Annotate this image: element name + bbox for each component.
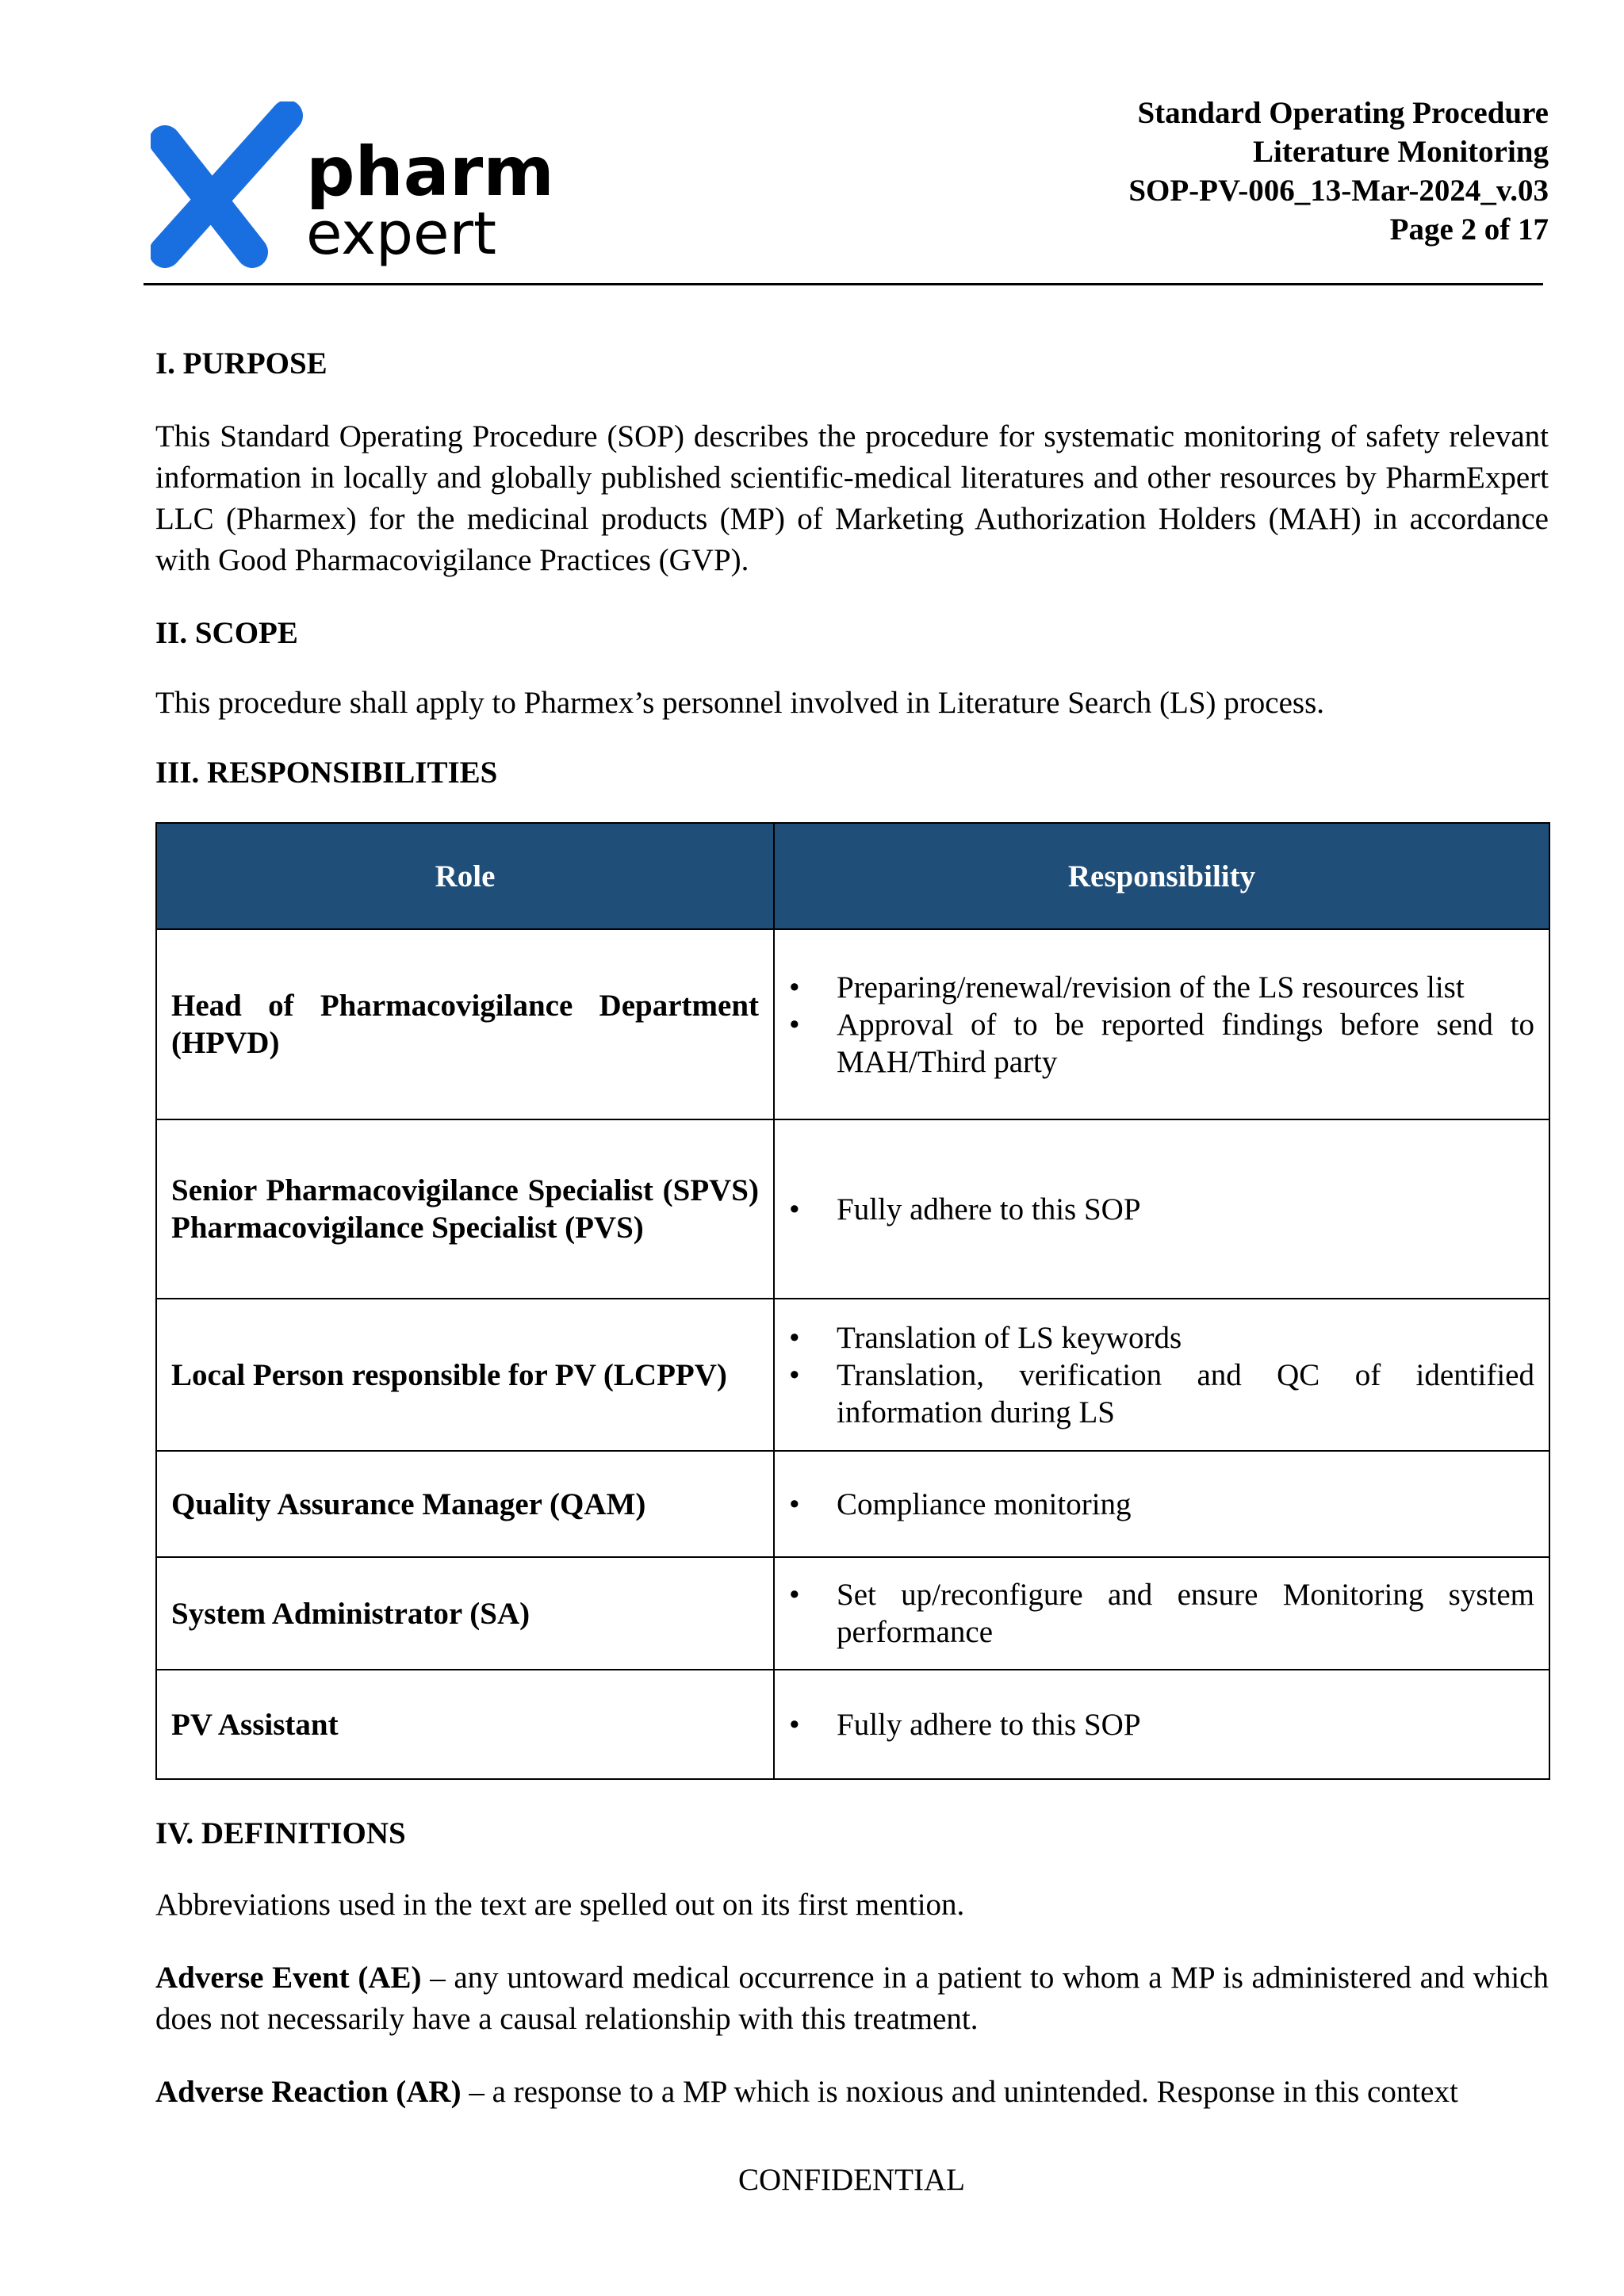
responsibility-item: • Translation of LS keywords — [789, 1319, 1534, 1357]
definition-term: Adverse Reaction (AR) — [155, 2075, 462, 2109]
role-cell: Quality Assurance Manager (QAM) — [156, 1451, 774, 1557]
confidential-footer: CONFIDENTIAL — [738, 2163, 965, 2197]
definition-term: Adverse Event (AE) — [155, 1961, 422, 1995]
header-divider — [144, 283, 1543, 285]
responsibility-cell — [774, 1670, 1549, 1779]
responsibility-item: • Translation, verification and QC of identified information during LS — [789, 1357, 1534, 1431]
definitions-heading: IV. DEFINITIONS — [155, 1816, 406, 1850]
doc-title: Literature Monitoring — [1253, 135, 1549, 169]
role-cell: Local Person responsible for PV (LCPPV) — [156, 1299, 774, 1451]
column-header-responsibility: Responsibility — [774, 823, 1549, 929]
logo-text-pharm: pharm — [306, 132, 554, 212]
table-header-row — [156, 823, 1549, 929]
responsibility-item: • Set up/reconfigure and ensure Monitoring system performance — [789, 1576, 1534, 1651]
responsibilities-heading: III. RESPONSIBILITIES — [155, 756, 498, 790]
definition-text: – any untoward medical occurrence in a patient to whom a MP is administered and which does not necessarily have a causal relationship with this treatment. — [155, 1961, 1549, 2036]
responsibility-item: • Preparing/renewal/revision of the LS resources list — [789, 969, 1534, 1006]
table-row — [156, 1451, 1549, 1557]
logo-text-expert: expert — [306, 200, 496, 268]
table-row — [156, 1119, 1549, 1299]
table-row — [156, 1299, 1549, 1451]
pharmexpert-logo — [151, 101, 563, 268]
pharmexpert-logo-mark — [151, 101, 563, 268]
definitions-intro: Abbreviations used in the text are spelled out on its first mention. — [155, 1888, 965, 1922]
role-cell: Senior Pharmacovigilance Specialist (SPVS) Pharmacovigilance Specialist (PVS) — [156, 1119, 774, 1299]
scope-heading: II. SCOPE — [155, 616, 298, 650]
definition-adverse-reaction — [155, 2072, 1549, 2113]
responsibility-item: • Fully adhere to this SOP — [789, 1191, 1534, 1228]
purpose-heading: I. PURPOSE — [155, 346, 327, 381]
responsibility-item: • Compliance monitoring — [789, 1486, 1534, 1523]
column-header-role: Role — [156, 823, 774, 929]
doc-code: SOP-PV-006_13-Mar-2024_v.03 — [1128, 174, 1549, 208]
responsibility-cell — [774, 1119, 1549, 1299]
responsibility-cell — [774, 1451, 1549, 1557]
role-cell: System Administrator (SA) — [156, 1557, 774, 1670]
role-cell: PV Assistant — [156, 1670, 774, 1779]
purpose-text: This Standard Operating Procedure (SOP) describes the procedure for systematic monitoring of safety relevant information in locally and globally published scientific-medical literatures and other resources by PharmExpert LLC (Pharmex) for the medicinal products (MP) of Marketing Authorization Holders (MAH) in accordance with Good Pharmacovigilance Practices (GVP). — [155, 419, 1549, 577]
definition-adverse-event — [155, 1957, 1549, 2040]
definition-text: – a response to a MP which is noxious and unintended. Response in this context — [461, 2075, 1458, 2109]
table-row — [156, 1557, 1549, 1670]
responsibility-item: • Approval of to be reported findings before send to MAH/Third party — [789, 1006, 1534, 1081]
role-cell: Head of Pharmacovigilance Department (HPVD) — [156, 929, 774, 1119]
responsibilities-table — [155, 822, 1550, 1780]
table-row — [156, 929, 1549, 1119]
doc-type: Standard Operating Procedure — [1137, 96, 1549, 130]
responsibility-cell — [774, 1299, 1549, 1451]
document-body — [155, 345, 1549, 2113]
document-header — [1128, 94, 1549, 249]
scope-text: This procedure shall apply to Pharmex’s personnel involved in Literature Search (LS) process. — [155, 686, 1325, 720]
responsibility-item: • Fully adhere to this SOP — [789, 1706, 1534, 1743]
page-number: Page 2 of 17 — [1389, 212, 1549, 247]
responsibility-cell — [774, 1557, 1549, 1670]
responsibility-cell — [774, 929, 1549, 1119]
table-row — [156, 1670, 1549, 1779]
